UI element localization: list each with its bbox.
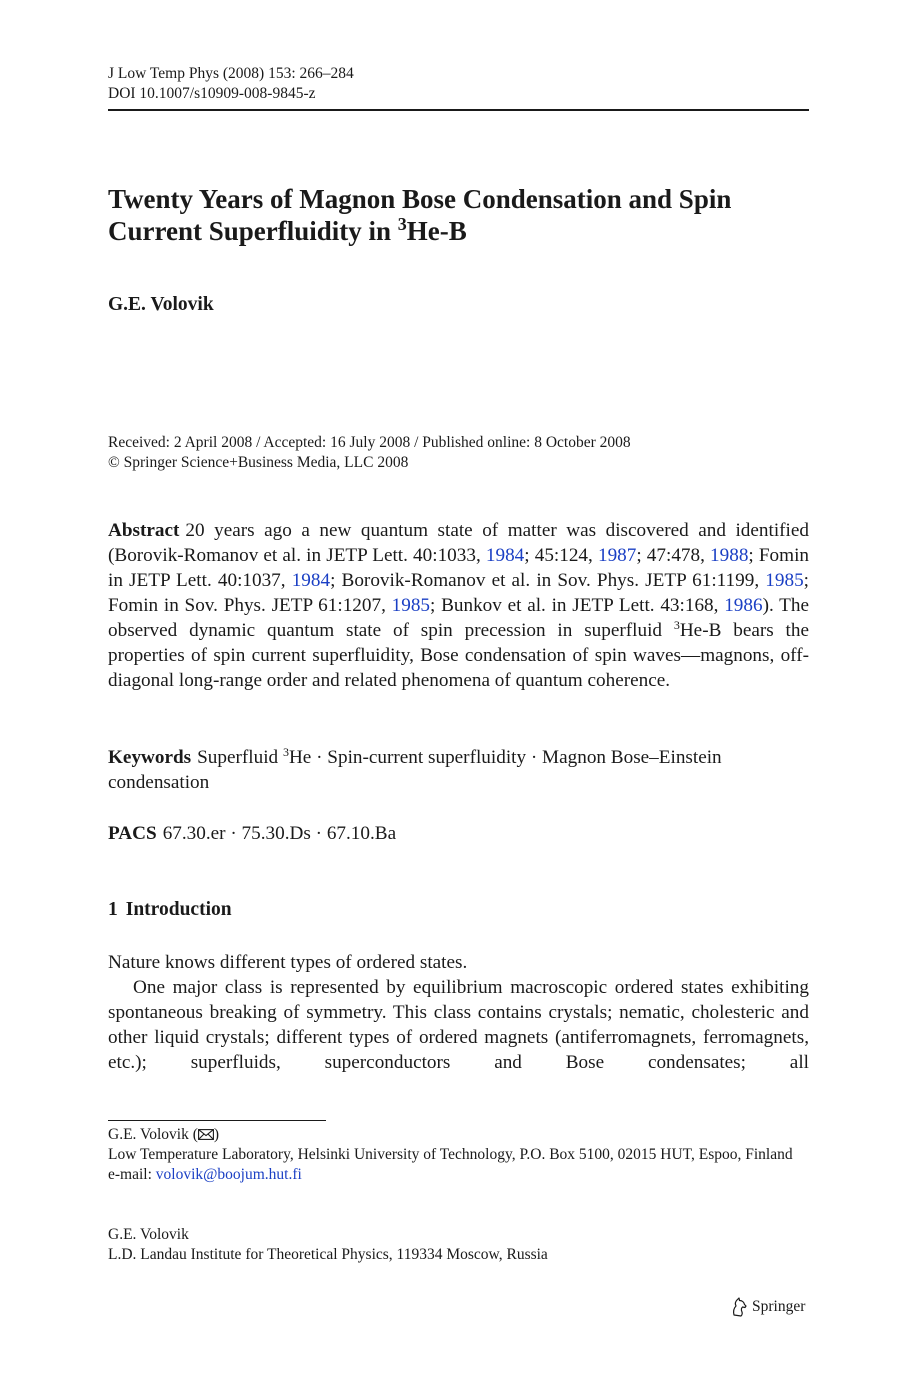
pacs-label: PACS	[108, 823, 157, 844]
publisher-name: Springer	[752, 1298, 806, 1315]
abstract-label: Abstract	[108, 520, 180, 541]
citation-link[interactable]: 1986	[724, 595, 763, 616]
doi: DOI 10.1007/s10909-008-9845-z	[108, 85, 316, 102]
journal-citation: J Low Temp Phys (2008) 153: 266–284	[108, 65, 354, 82]
paper-title: Twenty Years of Magnon Bose Condensation and Spin Current Superfluidity in $^3$He-B	[108, 184, 732, 246]
citation-link[interactable]: 1984	[291, 570, 331, 591]
paragraph: One major class is represented by equilibrium macroscopic ordered states exhibiting spontaneous breaking of symmetry. This class contains crystals; nematic, cholesteric and other liquid crystals; different types of ordered magnets (antiferromagnets, ferromagnets, etc.); superfluids, superconductors and Bose condensates; all	[108, 977, 809, 1073]
section-heading	[108, 899, 809, 921]
citation-link[interactable]: 1985	[391, 595, 431, 616]
citation-link[interactable]: 1987	[597, 545, 637, 566]
paragraph: Nature knows different types of ordered states.	[108, 952, 468, 973]
keywords: Keywords Superfluid $^3$He · Spin-current superfluidity · Magnon Bose–Einstein condensation	[108, 745, 722, 793]
abstract: Abstract 20 years ago a new quantum state of matter was discovered and identified (Borovik-Romanov et al. in JETP Lett. 40:1033, 1984; 45:124, 1987; 47:478, 1988; Fomin in JETP Lett. 40:1037, 1984; Borovik-Romanov et al. in Sov. Phys. JETP 61:1199, 1985; Fomin in Sov. Phys. JETP 61:1207, 1985; Bunkov et al. in JETP Lett. 43:168, 1986). The observed dynamic quantum state of spin precession in superfluid $^3$He-B bears the properties of spin current superfluidity, Bose condensation of spin waves—magnons, off-diagonal long-range order and related phenomena of quantum coherence.	[108, 520, 809, 691]
citation-link[interactable]: 1984	[485, 545, 525, 566]
citation-link[interactable]: 1988	[710, 545, 749, 566]
introduction-text	[108, 950, 809, 1075]
citation-link[interactable]: 1985	[765, 570, 804, 591]
pacs-codes: PACS 67.30.er · 75.30.Ds · 67.10.Ba	[108, 823, 397, 844]
publication-dates: Received: 2 April 2008 / Accepted: 16 July 2008 / Published online: 8 October 2008 © Springer Science+Business Media, LLC 2008	[108, 434, 631, 471]
section-title: Introduction	[125, 899, 232, 920]
keywords-label: Keywords	[108, 747, 192, 768]
publisher-logo	[730, 1297, 805, 1317]
author-affiliation-2: G.E. Volovik L.D. Landau Institute for Theoretical Physics, 119334 Moscow, Russia	[108, 1226, 548, 1263]
journal-header	[108, 64, 809, 104]
springer-horse-icon	[730, 1297, 748, 1317]
author-name: G.E. Volovik	[108, 294, 214, 315]
header-rule	[108, 109, 809, 111]
author-affiliation-1: G.E. Volovik ( ) Low Temperature Laboratory, Helsinki University of Technology, P.O. Box 5100, 02015 HUT, Espoo, Finland e-mail: volovik@boojum.hut.fi	[108, 1126, 793, 1183]
section-number: 1	[108, 899, 118, 920]
footnote-rule	[108, 1120, 326, 1121]
envelope-icon	[198, 1129, 214, 1140]
email-link[interactable]: volovik@boojum.hut.fi	[155, 1166, 302, 1183]
